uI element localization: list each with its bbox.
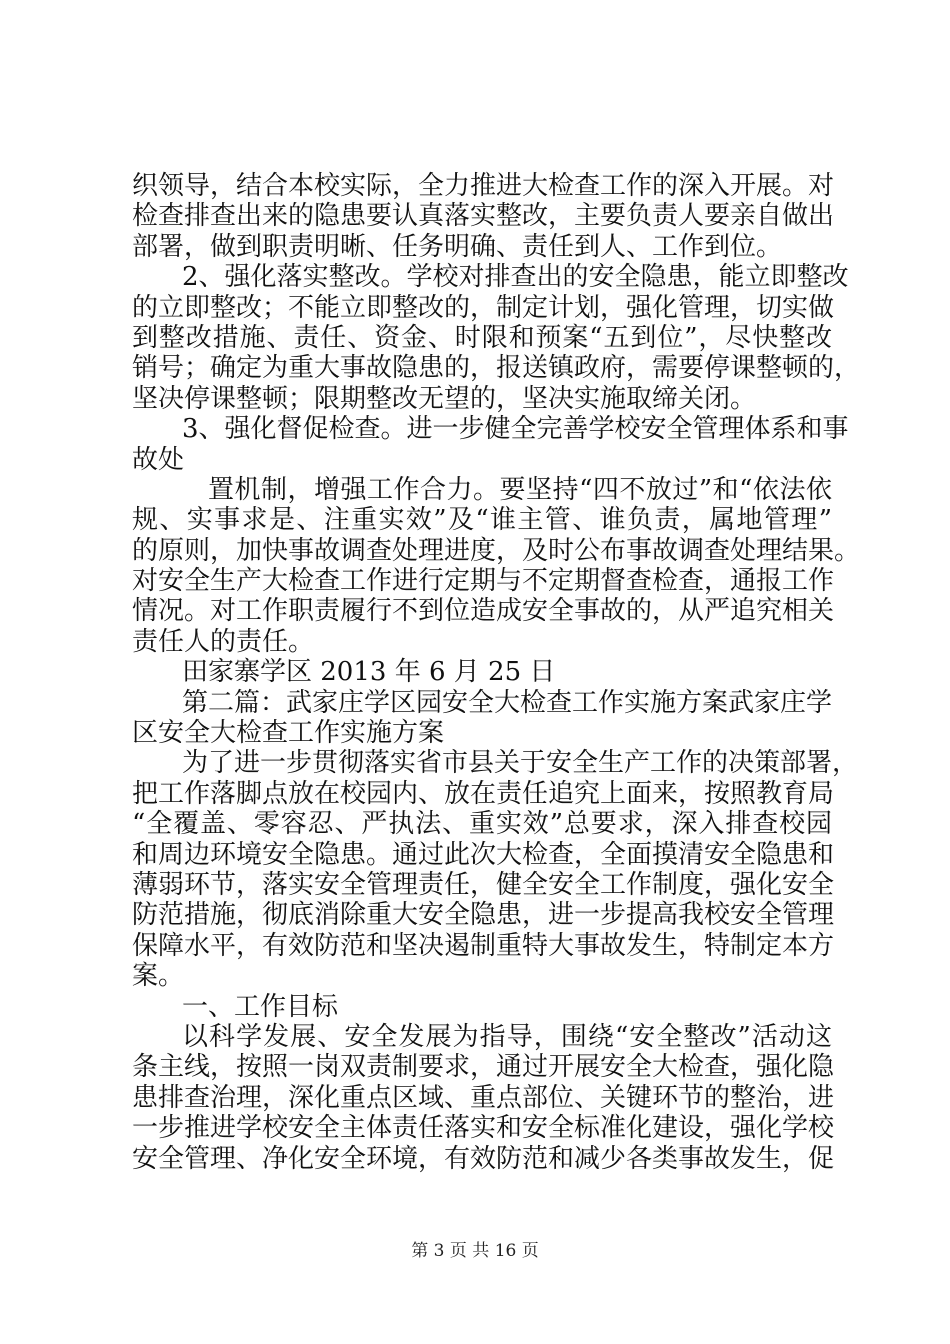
text-line: 情况。对工作职责履行不到位造成安全事故的，从严追究相关: [132, 596, 835, 627]
text-line: 一步推进学校安全主体责任落实和安全标准化建设，强化学校: [132, 1113, 835, 1144]
text-line: 第二篇：武家庄学区园安全大检查工作实施方案武家庄学: [182, 687, 833, 718]
text-line: 规、实事求是、注重实效”及“谁主管、谁负责，属地管理”: [132, 505, 832, 536]
text-line: 患排查治理，深化重点区域、重点部位、关键环节的整治，进: [132, 1082, 835, 1113]
document-body: [132, 171, 861, 1174]
text-line: 安全管理、净化安全环境，有效防范和减少各类事故发生，促: [132, 1143, 835, 1174]
text-line: 为了进一步贯彻落实省市县关于安全生产工作的决策部署，: [182, 748, 859, 779]
text-line: 故处: [132, 444, 185, 475]
text-line: 防范措施，彻底消除重大安全隐患，进一步提高我校安全管理: [132, 900, 835, 931]
text-line: 织领导，结合本校实际，全力推进大检查工作的深入开展。对: [132, 171, 835, 201]
text-line: 检查排查出来的隐患要认真落实整改，主要负责人要亲自做出: [132, 201, 835, 232]
text-line: 2、强化落实整改。学校对排查出的安全隐患，能立即整改: [182, 262, 849, 293]
text-line: 田家寨学区 2013 年 6 月 25 日: [182, 657, 556, 688]
text-line: 把工作落脚点放在校园内、放在责任追究上面来，按照教育局: [132, 778, 835, 809]
text-line: 区安全大检查工作实施方案: [132, 718, 445, 749]
text-line: 的立即整改；不能立即整改的，制定计划，强化管理，切实做: [132, 292, 835, 323]
text-line: 到整改措施、责任、资金、时限和预案“五到位”，尽快整改: [132, 322, 832, 353]
text-line: 一、工作目标: [182, 991, 339, 1022]
page-footer: 第 3 页 共 16 页: [411, 1241, 539, 1261]
text-line: 案。: [132, 961, 185, 992]
text-line: 以科学发展、安全发展为指导，围绕“安全整改”活动这: [182, 1021, 832, 1052]
text-line: 部署，做到职责明晰、任务明确、责任到人、工作到位。: [132, 231, 783, 262]
text-line: 3、强化督促检查。进一步健全完善学校安全管理体系和事: [182, 414, 849, 445]
text-line: 的原则，加快事故调查处理进度，及时公布事故调查处理结果。: [132, 535, 861, 566]
text-line: 销号；确定为重大事故隐患的，报送镇政府，需要停课整顿的，: [132, 353, 861, 384]
text-line: 薄弱环节，落实安全管理责任，健全安全工作制度，强化安全: [132, 869, 835, 900]
text-line: 坚决停课整顿；限期整改无望的，坚决实施取缔关闭。: [132, 383, 757, 414]
text-line: 责任人的责任。: [132, 626, 315, 657]
text-line: 置机制，增强工作合力。要坚持“四不放过”和“依法依: [208, 474, 832, 505]
text-line: 保障水平，有效防范和坚决遏制重特大事故发生，特制定本方: [132, 930, 835, 961]
text-line: 和周边环境安全隐患。通过此次大检查，全面摸清安全隐患和: [132, 839, 835, 870]
text-line: 对安全生产大检查工作进行定期与不定期督查检查，通报工作: [132, 566, 835, 597]
text-line: “全覆盖、零容忍、严执法、重实效”总要求，深入排查校园: [132, 809, 832, 840]
text-line: 条主线，按照一岗双责制要求，通过开展安全大检查，强化隐: [132, 1052, 835, 1083]
